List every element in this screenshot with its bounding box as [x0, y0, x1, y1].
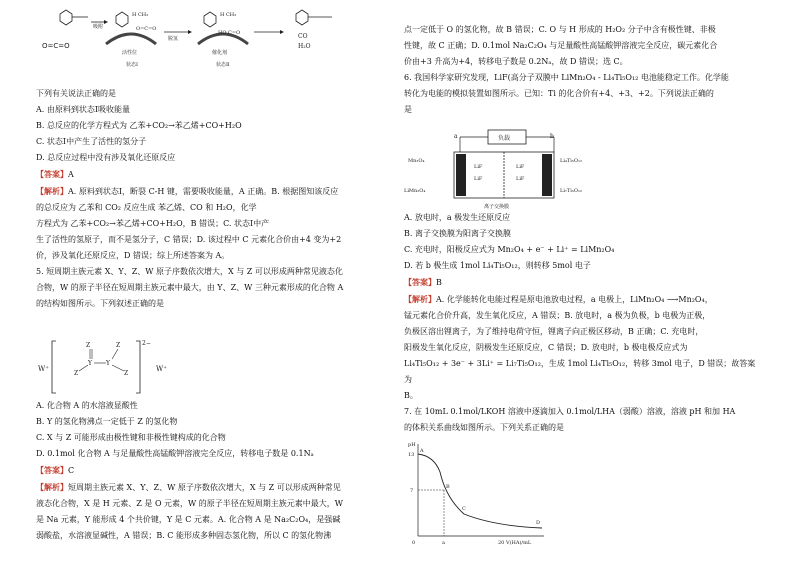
right-column: [404, 0, 758, 562]
answer-value: A: [68, 170, 74, 179]
q5-analysis-line: 弱酸盐，水溶液显碱性，A 错误；B. C 能形成多种固态氢化物，所以 C 的氢化物沸: [36, 531, 332, 540]
q5-cont-line: 点一定低于 O 的氢化物，故 B 错误；C. O 与 H 形成的 H₂O₂ 分子中含有极性键、非极: [404, 25, 716, 34]
mech-label-active-site: 活性位: [122, 50, 138, 56]
fig-label: 0: [412, 540, 416, 546]
q5-continuation: [404, 22, 758, 118]
fig-label: Y: [106, 360, 110, 367]
q6-answer: [404, 274, 758, 291]
svg-text:O=C=O: O=C=O: [42, 42, 70, 50]
q4-answer: [36, 166, 343, 183]
fig-label: A: [420, 448, 424, 454]
q5-stem-line: 5. 短周期主族元素 X、Y、Z、W 原子序数依次增大，X 与 Z 可以形成两种常见液态化: [36, 267, 343, 276]
fig-label: LiF: [474, 176, 483, 182]
q6-option-c: C. 充电时，阳极反应式为 Mn₂O₄ + e⁻ + Li⁺ = LiMn₂O₄: [404, 245, 615, 254]
q5-option-d: D. 0.1mol 化合物 A 与足量酸性高锰酸钾溶液完全反应，转移电子数是 0.1Nₐ: [36, 449, 314, 458]
q6-analysis-line: 阳极发生氧化反应，阴极发生还原反应，C 错误；D. 放电时，b 极电极反应式为: [404, 343, 688, 352]
q4-analysis-line: 价，涉及氧化还原反应，D 错误；综上所述答案为 A。: [36, 251, 230, 260]
q5-options: [36, 398, 386, 544]
svg-text:CO: CO: [298, 33, 308, 40]
q4-option-c: C. 状态Ⅰ中产生了活性的氢分子: [36, 137, 147, 146]
svg-text:H₂O: H₂O: [298, 43, 311, 50]
svg-text:H CH₃: H CH₃: [220, 12, 237, 18]
q6-option-b: B. 离子交换膜为阳离子交换膜: [404, 229, 511, 238]
fig-label: 负载: [498, 135, 511, 142]
q6-analysis-line: 负极区溶出锂离子，为了维持电荷守恒，锂离子向正极区移动，B 正确；C. 充电时，: [404, 327, 704, 336]
q7-stem-line: 7. 在 10mL 0.1mol/LKOH 溶液中逐滴加入 0.1mol/LHA（弱酸）溶液，溶液 pH 和加 HA: [404, 407, 736, 416]
fig-label: W⁺: [156, 365, 167, 373]
q5-stem-line: 合物，W 的原子半径在短周期主族元素中最大，由 Y、Z、W 三种元素形成的化合物 A: [36, 283, 344, 292]
q6-option-a: A. 放电时，a 极发生还原反应: [404, 213, 511, 222]
answer-tag: 【答案】: [404, 277, 436, 287]
q4-option-d: D. 总反应过程中没有涉及氧化还原反应: [36, 153, 176, 162]
titration-curve: [404, 438, 554, 548]
q4-stem: 下列有关说法正确的是: [36, 89, 116, 98]
fig-label: Z: [124, 370, 129, 377]
q5-cont-line: 价由+3 升高为+4，转移电子数是 0.2Nₐ，故 D 错误；选 C。: [404, 57, 628, 66]
fig-label: a: [454, 133, 458, 140]
mech-label-state2: 状态Ⅱ: [216, 62, 230, 68]
q4-option-b: B. 总反应的化学方程式为 乙苯+CO₂→苯乙烯+CO+H₂O: [36, 121, 242, 130]
answer-value: B: [436, 278, 442, 287]
fig-label: pH: [408, 442, 416, 448]
fig-label: b: [550, 133, 554, 140]
q4-option-a: A. 由原料到状态Ⅰ吸收能量: [36, 105, 131, 114]
q6-stem-line: 是: [404, 105, 412, 114]
answer-tag: 【答案】: [36, 169, 68, 179]
mech-label-state1: 状态Ⅰ: [126, 62, 138, 68]
q5-analysis-line: 液态化合物，X 是 H 元素、Z 是 O 元素，W 的原子半径在短周期主族元素中最大，W: [36, 499, 344, 508]
q4-analysis-line: [36, 183, 343, 200]
fig-label: Y: [88, 360, 92, 367]
fig-label: C: [462, 506, 466, 512]
answer-value: C: [68, 466, 75, 475]
battery-diagram: [404, 128, 614, 210]
q5-option-a: A. 化合物 A 的水溶液显酸性: [36, 401, 138, 410]
reaction-mechanism-diagram: [36, 2, 386, 76]
fig-label: LiMn₂O₄: [404, 188, 426, 194]
q6-stem-line: 6. 我国科学家研究发现，LiF(高分子双膜中 LiMn₂O₄ - Li₄Ti₅O₁₂ 电池能稳定工作。化学能: [404, 73, 729, 82]
q6-analysis-line: [404, 291, 758, 308]
svg-text:H CH₃: H CH₃: [132, 12, 149, 18]
analysis-text: A. 原料到状态Ⅰ，断裂 C-H 键，需要吸收能量，A 正确。B. 根据图知该反应: [68, 187, 339, 196]
answer-tag: 【答案】: [36, 465, 68, 475]
q4-analysis-line: 生了活性的氢原子，而不是氢分子，C 错误；D. 该过程中 C 元素化合价由+4 变为+2: [36, 235, 342, 244]
svg-text:HO C=O: HO C=O: [218, 30, 241, 36]
analysis-tag: 【解析】: [36, 186, 68, 196]
q6-options: [404, 210, 758, 436]
fig-label: Mn₂O₄: [408, 158, 425, 164]
q5-analysis-line: [36, 479, 386, 496]
q6-option-d: D. 若 b 极生成 1mol Li₄Ti₅O₁₂，则转移 5mol 电子: [404, 261, 591, 270]
compound-a-structure: [36, 335, 206, 399]
q5-cont-line: 性键，故 C 正确；D. 0.1mol Na₂C₂O₄ 与足量酸性高锰酸钾溶液完全反应，碳元素化合: [404, 41, 718, 50]
fig-label: Z: [116, 342, 121, 349]
mech-label-adsorb: 吸附: [93, 24, 104, 30]
analysis-tag: 【解析】: [404, 294, 436, 304]
q5-answer: [36, 462, 386, 479]
fig-label: Z: [74, 370, 79, 377]
fig-label: LiF: [474, 164, 483, 170]
left-column: [36, 0, 386, 562]
fig-label: 7: [410, 488, 414, 494]
q6-analysis-line: Li₄Ti₅O₁₂ + 3e⁻ + 3Li⁺ = Li₇Ti₅O₁₂，生成 1mol Li₄Ti₅O₁₂，转移 3mol 电子，D 错误；故答案为: [404, 359, 756, 384]
fig-label: LiF: [516, 176, 525, 182]
fig-label: 2−: [142, 340, 151, 347]
q6-stem-line: 转化为电能的模拟装置如图所示。已知：Ti 的化合价有+4、+3、+2。下列说法正确的: [404, 89, 714, 98]
mech-label-dehydrogenate: 脱氢: [168, 36, 179, 42]
q5-option-b: B. Y 的氢化物沸点一定低于 Z 的氢化物: [36, 417, 178, 426]
q5-stem-line: 的结构如图所示。下列叙述正确的是: [36, 299, 164, 308]
analysis-text: A. 化学能转化电能过程是原电池放电过程，a 电极上，LiMn₂O₄ ⟶Mn₂O₄，: [436, 295, 713, 304]
fig-label: Li₄Ti₅O₁₂: [560, 158, 582, 164]
analysis-text: 短周期主族元素 X、Y、Z、W 原子序数依次增大，X 与 Z 可以形成两种常见: [68, 483, 341, 492]
mech-label-catalyst: 催化剂: [212, 50, 228, 56]
analysis-tag: 【解析】: [36, 482, 68, 492]
q7-stem-line: 的体积关系曲线如图所示。下列关系正确的是: [404, 423, 564, 432]
q4-analysis-line: 方程式为 乙苯+CO₂→苯乙烯+CO+H₂O，B 错误；C. 状态Ⅰ中产: [36, 219, 270, 228]
q4-analysis-line: 的总反应为 乙苯和 CO₂ 反应生成 苯乙烯、CO 和 H₂O，化学: [36, 203, 257, 212]
fig-label: 20 V(HA)/mL: [498, 540, 532, 546]
fig-label: B: [446, 484, 450, 490]
q5-option-c: C. X 与 Z 可能形成由极性键和非极性键构成的化合物: [36, 433, 226, 442]
fig-label: 13: [408, 452, 415, 458]
fig-label: a: [442, 540, 445, 546]
fig-label: Z: [86, 342, 91, 349]
fig-label: 离子交换膜: [484, 204, 510, 210]
q6-analysis-line: B。: [404, 391, 418, 400]
fig-label: D: [536, 520, 541, 526]
fig-label: Li₇Ti₅O₁₂: [560, 188, 582, 194]
fig-label: W⁺: [38, 365, 49, 373]
fig-label: LiF: [516, 164, 525, 170]
q5-analysis-line: 是 Na 元素，Y 能形成 4 个共价键，Y 是 C 元素。A. 化合物 A 是 Na₂C₂O₄，是强碱: [36, 515, 341, 524]
svg-text:O=C=O: O=C=O: [136, 26, 157, 32]
question-4: [36, 86, 343, 312]
q6-analysis-line: 锰元素化合价升高，发生氧化反应，A 错误；B. 放电时，a 极为负极，b 电极为正极，: [404, 311, 711, 320]
